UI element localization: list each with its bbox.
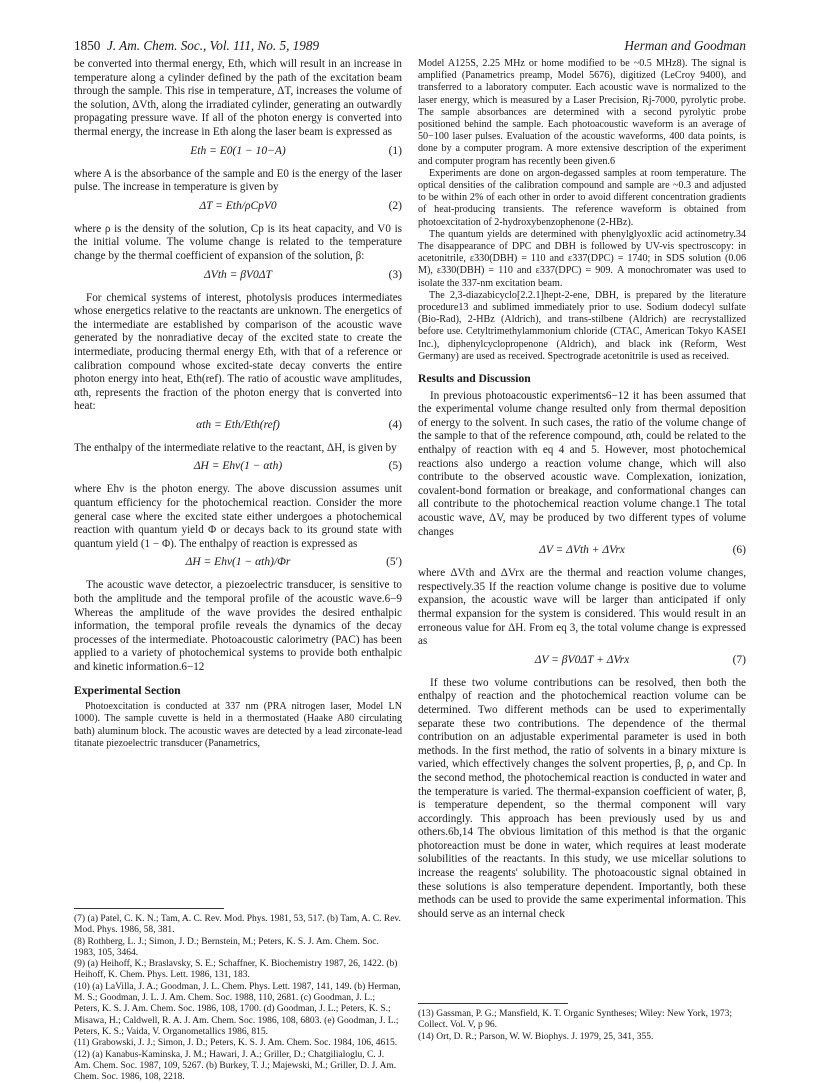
equation-number: (6) [732, 544, 746, 557]
experimental-text [74, 701, 402, 750]
equation-text: ΔT = Eth/ρCpV0 [199, 199, 277, 212]
equation-6 [418, 544, 746, 561]
paragraph: where Ehν is the photon energy. The above discussion assumes unit quantum efficiency for the photochemical reaction. Consider the more general case where the excited state either undergoes a photochemical reaction with quantum yield Φ or decays back to its ground state with quantum yield (1 − Φ). The enthalpy of reaction is expressed as [74, 483, 402, 550]
footnotes-left [74, 908, 402, 1083]
equation-2 [74, 200, 402, 217]
experimental-text-continued [418, 58, 746, 363]
equation-4 [74, 419, 402, 436]
equation-number: (1) [388, 144, 402, 157]
footnote: (12) (a) Kanabus-Kaminska, J. M.; Hawari, J. A.; Griller, D.; Chatgilialoglu, C. J. Am. Chem. Soc. 1987, 109, 5267. (b) Burkey, T. J.; Majewski, M.; Griller, D. J. Am. Chem. Soc. 1986, 108, 2218. [74, 1049, 397, 1083]
paragraph: If these two volume contributions can be resolved, then both the enthalpy of reaction and the photochemical reaction volume can be determined. Two different methods can be used to experimentally separate these two contributions. The dependence of the thermal contribution on an adjustable experimental parameter is used in both methods. In the first method, the ratio of solvents in a binary mixture is varied, which effectively changes the solvent properties, β, ρ, and Cp. In the second method, the photochemical reaction is conducted in water and the temperature is varied. The thermal-expansion coefficient of water, β, is temperature dependent, so the thermal component will vary accordingly. This approach has been previously used by us and others.6b,14 The obvious limitation of this method is that the organic photoreaction must be done in water, which requires at least moderate solubilities of the reactants. In this study, we use micellar solutions to increase the reagents' solubility. The photoacoustic signal obtained in these solutions is also temperature dependent. Importantly, both these methods can be used to provide the same experimental information. This should serve as an internal check [418, 676, 746, 920]
paragraph: The acoustic wave detector, a piezoelectric transducer, is sensitive to both the amplitude and the temporal profile of the acoustic wave.6−9 Whereas the amplitude of the wave provides the desired enthalpic information, the temporal profile reveals the dynamics of the decay processes of the intermediate. Photoacoustic calorimetry (PAC) has been applied to a variety of photochemical systems to provide both enthalpic and kinetic information.6−12 [74, 579, 402, 673]
equation-text: ΔH = Ehν(1 − αth)/Φr [185, 556, 291, 569]
paragraph: where ρ is the density of the solution, Cp is its heat capacity, and V0 is the initial volume. The volume change is related to the temperature change by the thermal coefficient of expansion of the solution, β: [74, 222, 402, 262]
footnote: (11) Grabowski, J. J.; Simon, J. D.; Peters, K. S. J. Am. Chem. Soc. 1984, 106, 4615. [74, 1038, 398, 1049]
paragraph: The enthalpy of the intermediate relative to the reactant, ΔH, is given by [74, 441, 397, 454]
paragraph: Photoexcitation is conducted at 337 nm (PRA nitrogen laser, Model LN 1000). The sample cuvette is held in a thermostated (Haake A80 circulating bath) aluminum block. The acoustic waves are detected by a lead zirconate-lead titanate piezoelectric transducer (Panametrics, [74, 701, 402, 749]
equation-5 [74, 460, 402, 477]
equation-5-prime [74, 556, 402, 573]
equation-text: ΔVth = βV0ΔT [204, 268, 272, 281]
equation-text: ΔV = ΔVth + ΔVrx [539, 544, 625, 557]
footnote: (7) (a) Patel, C. K. N.; Tam, A. C. Rev. Mod. Phys. 1981, 53, 517. (b) Tam, A. C. Rev. Mod. Phys. 1986, 58, 381. [74, 914, 401, 936]
equation-text: αth = Eth/Eth(ref) [196, 418, 280, 431]
paragraph: where A is the absorbance of the sample and E0 is the energy of the laser pulse. The increase in temperature is given by [74, 167, 402, 194]
equation-1 [74, 145, 402, 162]
journal-citation: J. Am. Chem. Soc., Vol. 111, No. 5, 1989 [106, 38, 320, 53]
footnote: (8) Rothberg, L. J.; Simon, J. D.; Bernstein, M.; Peters, K. S. J. Am. Chem. Soc. 1983, 105, 3464. [74, 936, 379, 958]
header-authors: Herman and Goodman [624, 38, 746, 53]
footnote: (13) Gassman, P. G.; Mansfield, K. T. Organic Syntheses; Wiley: New York, 1973; Collect. Vol. V, p 96. [418, 1009, 732, 1031]
footnote-divider [74, 908, 224, 909]
section-heading: Results and Discussion [418, 372, 531, 386]
equation-3 [74, 269, 402, 286]
paragraph: For chemical systems of interest, photolysis produces intermediates whose energetics relative to the reactants are unknown. The energetics of the intermediate are established by comparison of the acoustic wave generated by the nonradiative decay of the excited state to create the intermediate, producing thermal energy Eth, with that of a reference or calibration compound whose excited-state decay converts the entire photon energy into heat, Eth(ref). The ratio of acoustic wave amplitudes, αth, represents the fraction of the photon energy that is converted into heat: [74, 291, 402, 413]
equation-number: (5) [388, 460, 402, 473]
section-heading: Experimental Section [74, 683, 181, 697]
paragraph: Model A125S, 2.25 MHz or home modified to be ~0.5 MHz8). The signal is amplified (Panametrics preamp, Model 5676), digitized (LeCroy 9400), and transferred to a laboratory computer. Each acoustic wave is normalized to the laser energy, which is measured by a Laser Precision, Rj-7000, pyrolytic probe. The sample absorbances are determined with a second pyrolytic probe positioned behind the sample. Each photoacoustic waveform is an average of 50−100 laser pulses. Evaluation of the acoustic waveforms, 400 data points, is done by a computer program. A more extensive description of the experiment and computer program has recently been given.6 [418, 58, 746, 167]
running-header [74, 38, 746, 58]
left-column [74, 58, 402, 750]
header-left [74, 38, 319, 54]
equation-number: (7) [732, 653, 746, 666]
equation-text: Eth = E0(1 − 10−A) [190, 144, 286, 157]
equation-number: (2) [388, 199, 402, 212]
footnote: (10) (a) LaVilla, J. A.; Goodman, J. L. Chem. Phys. Lett. 1987, 141, 149. (b) Herman, M. S.; Goodman, J. L. J. Am. Chem. Soc. 1988, 110, 2681. (c) Goodman, J. L.; Peters, K. S. J. Am. Chem. Soc. 1986, 108, 1700. (d) Goodman, J. L.; Peters, K. S.; Misawa, H.; Caldwell, R. A. J. Am. Chem. Soc. 1986, 108, 6803. (e) Goodman, J. L.; Peters, K. S.; Vaida, V. Organometallics 1986, 815. [74, 981, 401, 1037]
paragraph: where ΔVth and ΔVrx are the thermal and reaction volume changes, respectively.35 If the reaction volume change is positive due to volume expansion, the acoustic wave will be larger than anticipated if only thermal expansion for the system is considered. This would result in an erroneous value for ΔH. From eq 3, the total volume change is expressed as [418, 567, 746, 648]
equation-number: (4) [388, 418, 402, 431]
footnote-divider [418, 1003, 568, 1004]
equation-7 [418, 654, 746, 671]
footnote: (9) (a) Heihoff, K.; Braslavsky, S. E.; Schaffner, K. Biochemistry 1987, 26, 1422. (b) Heihoff, K. Chem. Phys. Lett. 1986, 131, 183. [74, 959, 398, 981]
footnotes-right [418, 1003, 746, 1043]
paragraph: The 2,3-diazabicyclo[2.2.1]hept-2-ene, DBH, is prepared by the literature procedure13 and sublimed immediately prior to use. Sodium dodecyl sulfate (Bio-Rad), 2-HBz (Aldrich), and trans-stilbene (Aldrich) are recrystallized before use. Cetyltrimethylammonium chloride (CTAC, American Tokyo KASEI Inc.), diphenylcyclopropenone (Aldrich), and black ink (Reform, West Germany) are used as received. Spectrograde acetonitrile is used as received. [418, 289, 746, 362]
equation-number: (5′) [386, 556, 402, 569]
right-column [418, 58, 746, 921]
footnote: (14) Ort, D. R.; Parson, W. W. Biophys. J. 1979, 25, 341, 355. [418, 1031, 654, 1042]
paragraph: The quantum yields are determined with phenylglyoxlic acid actinometry.34 The disappearance of DPC and DBH is followed by UV-vis spectroscopy: in acetonitrile, ε330(DBH) = 110 and ε337(DPC) = 1740; in SDS solution (0.06 M), ε330(DBH) = 110 and ε337(DPC) = 909. A monochromater was used to isolate the 337-nm excitation beam. [418, 228, 746, 289]
paragraph: Experiments are done on argon-degassed samples at room temperature. The optical densities of the calibration compound and sample are ~0.3 and adjusted to be within 2% of each other in order to avoid different concentration gradients of heat-producing transients. The reference waveform is obtained from photoexcitation of 2-hydroxybenzophenone (2-HBz). [418, 167, 746, 228]
page-number: 1850 [74, 38, 101, 53]
paragraph: In previous photoacoustic experiments6−12 it has been assumed that the experimental volume change resulted only from thermal deposition of energy to the solvent. In such cases, the ratio of the volume change of the sample to that of the reference compound, αth, could be related to the enthalpy of reaction with eq 4 and 5. However, most photochemical reactions also undergo a reaction volume change, which will also contribute to the observed acoustic wave. Complexation, ionization, covalent-bond formation or breakage, and conformational changes can all contribute to the photochemical reaction volume change.1 The total acoustic wave, ΔV, may be produced by two different types of volume changes [418, 389, 746, 538]
equation-text: ΔH = Ehν(1 − αth) [193, 460, 283, 473]
equation-text: ΔV = βV0ΔT + ΔVrx [534, 653, 630, 666]
equation-number: (3) [388, 268, 402, 281]
paragraph: be converted into thermal energy, Eth, which will result in an increase in temperature along a cylinder defined by the path of the excitation beam through the sample. This rise in temperature, ΔT, increases the volume of the solution, ΔVth, along the irradiated cylinder, generating an outwardly propagating pressure wave. If all of the photon energy is converted into thermal energy, the increase in Eth along the laser beam is expressed as [74, 58, 402, 138]
